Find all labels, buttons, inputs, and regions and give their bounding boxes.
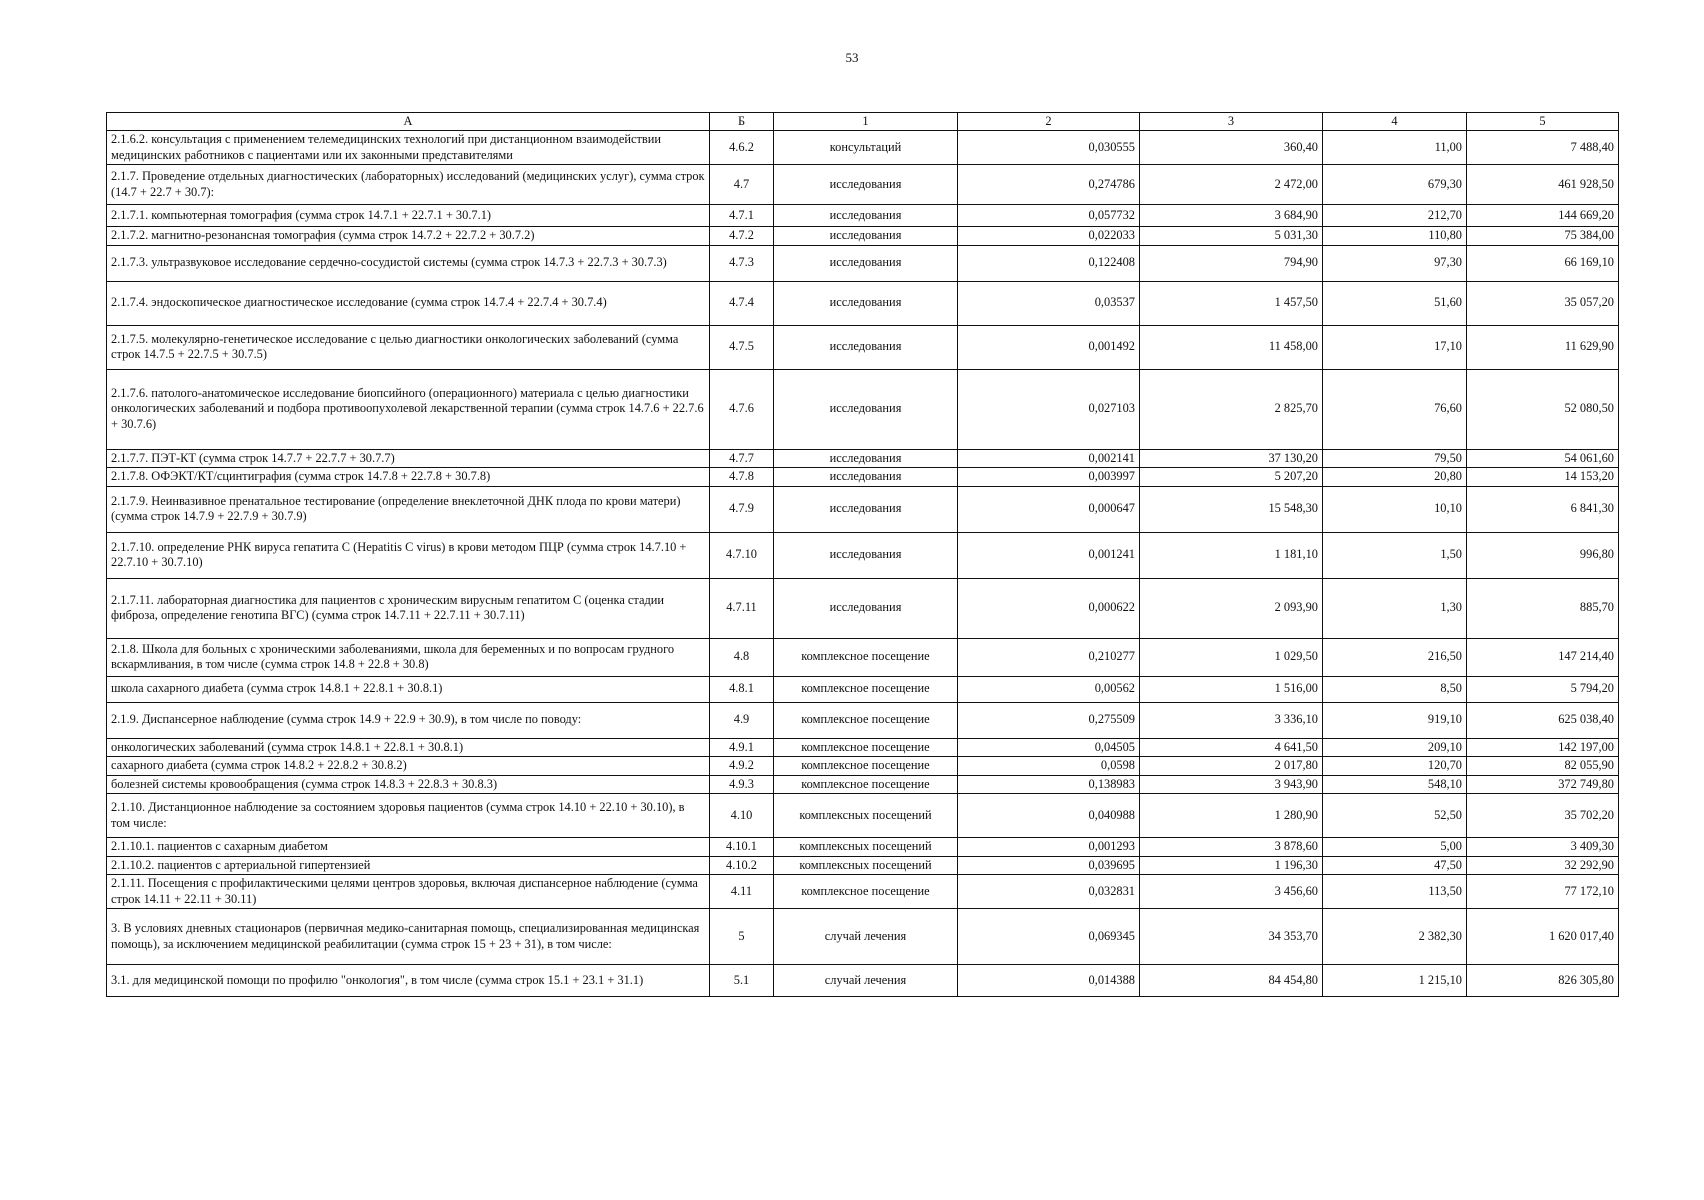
row-value-col-5: 3 409,30 <box>1467 838 1619 857</box>
table-row <box>107 909 1619 965</box>
row-name: 2.1.7.1. компьютерная томография (сумма строк 14.7.1 + 22.7.1 + 30.7.1) <box>107 205 710 227</box>
row-unit: комплексное посещение <box>774 775 958 794</box>
row-value-col-5: 35 057,20 <box>1467 281 1619 325</box>
row-code: 4.8 <box>710 638 774 676</box>
table-row <box>107 965 1619 997</box>
row-unit: комплексных посещений <box>774 838 958 857</box>
row-code: 4.7.1 <box>710 205 774 227</box>
row-unit: комплексное посещение <box>774 738 958 757</box>
row-name: 2.1.7. Проведение отдельных диагностических (лабораторных) исследований (медицинских услуг), сумма строк (14.7 + 22.7 + 30.7): <box>107 165 710 205</box>
row-value-col-3: 360,40 <box>1140 131 1323 165</box>
row-value-col-2: 0,274786 <box>958 165 1140 205</box>
row-name: 3.1. для медицинской помощи по профилю "онкология", в том числе (сумма строк 15.1 + 23.1 + 31.1) <box>107 965 710 997</box>
row-value-col-4: 8,50 <box>1323 676 1467 702</box>
row-value-col-3: 2 825,70 <box>1140 369 1323 449</box>
table-row <box>107 227 1619 246</box>
row-code: 4.8.1 <box>710 676 774 702</box>
row-value-col-2: 0,014388 <box>958 965 1140 997</box>
row-code: 4.11 <box>710 875 774 909</box>
row-code: 5.1 <box>710 965 774 997</box>
row-name: 2.1.7.11. лабораторная диагностика для пациентов с хроническим вирусным гепатитом С (оценка стадии фиброза, определение генотипа ВГС) (сумма строк 14.7.11 + 22.7.11 + 30.7.11) <box>107 578 710 638</box>
table-row <box>107 856 1619 875</box>
table-row <box>107 369 1619 449</box>
row-value-col-4: 97,30 <box>1323 245 1467 281</box>
row-unit: исследования <box>774 245 958 281</box>
row-value-col-2: 0,0598 <box>958 757 1140 776</box>
header-col-4: 4 <box>1323 113 1467 131</box>
row-value-col-2: 0,04505 <box>958 738 1140 757</box>
row-code: 4.9.3 <box>710 775 774 794</box>
table-row <box>107 468 1619 487</box>
row-value-col-3: 2 093,90 <box>1140 578 1323 638</box>
row-value-col-4: 679,30 <box>1323 165 1467 205</box>
row-value-col-4: 51,60 <box>1323 281 1467 325</box>
row-value-col-4: 10,10 <box>1323 486 1467 532</box>
header-col-5: 5 <box>1467 113 1619 131</box>
row-unit: исследования <box>774 369 958 449</box>
row-value-col-4: 1,50 <box>1323 532 1467 578</box>
row-value-col-4: 120,70 <box>1323 757 1467 776</box>
row-code: 4.7.7 <box>710 449 774 468</box>
row-value-col-2: 0,001293 <box>958 838 1140 857</box>
row-unit: комплексное посещение <box>774 875 958 909</box>
row-value-col-3: 2 472,00 <box>1140 165 1323 205</box>
row-unit: исследования <box>774 227 958 246</box>
row-value-col-5: 142 197,00 <box>1467 738 1619 757</box>
row-value-col-2: 0,138983 <box>958 775 1140 794</box>
row-name: онкологических заболеваний (сумма строк 14.8.1 + 22.8.1 + 30.8.1) <box>107 738 710 757</box>
row-code: 4.7.2 <box>710 227 774 246</box>
row-value-col-5: 66 169,10 <box>1467 245 1619 281</box>
row-value-col-2: 0,057732 <box>958 205 1140 227</box>
row-value-col-2: 0,039695 <box>958 856 1140 875</box>
row-name: 2.1.7.9. Неинвазивное пренатальное тестирование (определение внеклеточной ДНК плода по крови матери) (сумма строк 14.7.9 + 22.7.9 + 30.7.9) <box>107 486 710 532</box>
row-value-col-5: 77 172,10 <box>1467 875 1619 909</box>
row-unit: случай лечения <box>774 909 958 965</box>
row-unit: исследования <box>774 532 958 578</box>
table-row <box>107 281 1619 325</box>
header-col-2: 2 <box>958 113 1140 131</box>
table-row <box>107 676 1619 702</box>
row-value-col-4: 79,50 <box>1323 449 1467 468</box>
row-value-col-4: 1 215,10 <box>1323 965 1467 997</box>
row-value-col-2: 0,069345 <box>958 909 1140 965</box>
table-row <box>107 738 1619 757</box>
row-value-col-3: 3 336,10 <box>1140 702 1323 738</box>
row-unit: комплексное посещение <box>774 702 958 738</box>
row-value-col-3: 3 684,90 <box>1140 205 1323 227</box>
row-code: 4.9.1 <box>710 738 774 757</box>
row-value-col-4: 52,50 <box>1323 794 1467 838</box>
row-name: 2.1.10.2. пациентов с артериальной гипертензией <box>107 856 710 875</box>
row-unit: случай лечения <box>774 965 958 997</box>
row-value-col-5: 52 080,50 <box>1467 369 1619 449</box>
row-name: 2.1.7.7. ПЭТ-КТ (сумма строк 14.7.7 + 22.7.7 + 30.7.7) <box>107 449 710 468</box>
row-name: болезней системы кровообращения (сумма строк 14.8.3 + 22.8.3 + 30.8.3) <box>107 775 710 794</box>
row-value-col-3: 1 181,10 <box>1140 532 1323 578</box>
header-col-a: А <box>107 113 710 131</box>
row-code: 4.7.9 <box>710 486 774 532</box>
row-code: 4.7.4 <box>710 281 774 325</box>
header-col-b: Б <box>710 113 774 131</box>
row-value-col-5: 1 620 017,40 <box>1467 909 1619 965</box>
row-name: 2.1.10.1. пациентов с сахарным диабетом <box>107 838 710 857</box>
row-value-col-2: 0,000622 <box>958 578 1140 638</box>
row-value-col-3: 2 017,80 <box>1140 757 1323 776</box>
row-value-col-5: 6 841,30 <box>1467 486 1619 532</box>
row-value-col-2: 0,027103 <box>958 369 1140 449</box>
row-value-col-3: 4 641,50 <box>1140 738 1323 757</box>
table-row <box>107 449 1619 468</box>
row-value-col-5: 82 055,90 <box>1467 757 1619 776</box>
row-code: 4.10 <box>710 794 774 838</box>
table-row <box>107 486 1619 532</box>
row-value-col-3: 5 207,20 <box>1140 468 1323 487</box>
row-value-col-4: 20,80 <box>1323 468 1467 487</box>
row-name: 2.1.7.4. эндоскопическое диагностическое исследование (сумма строк 14.7.4 + 22.7.4 + 30.7.4) <box>107 281 710 325</box>
row-value-col-4: 113,50 <box>1323 875 1467 909</box>
row-value-col-5: 11 629,90 <box>1467 325 1619 369</box>
row-value-col-3: 3 943,90 <box>1140 775 1323 794</box>
row-unit: исследования <box>774 165 958 205</box>
row-value-col-4: 212,70 <box>1323 205 1467 227</box>
row-value-col-2: 0,022033 <box>958 227 1140 246</box>
row-unit: исследования <box>774 468 958 487</box>
row-value-col-3: 1 457,50 <box>1140 281 1323 325</box>
row-code: 4.7.5 <box>710 325 774 369</box>
row-value-col-2: 0,032831 <box>958 875 1140 909</box>
row-value-col-3: 1 280,90 <box>1140 794 1323 838</box>
row-value-col-5: 7 488,40 <box>1467 131 1619 165</box>
row-value-col-5: 885,70 <box>1467 578 1619 638</box>
row-code: 4.9 <box>710 702 774 738</box>
table-row <box>107 131 1619 165</box>
row-value-col-4: 5,00 <box>1323 838 1467 857</box>
row-value-col-5: 14 153,20 <box>1467 468 1619 487</box>
row-unit: комплексное посещение <box>774 638 958 676</box>
row-name: 3. В условиях дневных стационаров (первичная медико-санитарная помощь, специализированная медицинская помощь), за исключением медицинской реабилитации (сумма строк 15 + 23 + 31), в том числе: <box>107 909 710 965</box>
header-row <box>107 113 1619 131</box>
row-value-col-4: 216,50 <box>1323 638 1467 676</box>
row-code: 4.9.2 <box>710 757 774 776</box>
table-row <box>107 325 1619 369</box>
row-value-col-2: 0,275509 <box>958 702 1140 738</box>
row-code: 4.7.10 <box>710 532 774 578</box>
table-row <box>107 775 1619 794</box>
table-row <box>107 205 1619 227</box>
row-unit: исследования <box>774 578 958 638</box>
row-name: 2.1.6.2. консультация с применением телемедицинских технологий при дистанционном взаимодействии медицинских работников с пациентами или их законными представителями <box>107 131 710 165</box>
row-value-col-2: 0,040988 <box>958 794 1140 838</box>
row-value-col-5: 996,80 <box>1467 532 1619 578</box>
row-value-col-2: 0,00562 <box>958 676 1140 702</box>
row-value-col-4: 2 382,30 <box>1323 909 1467 965</box>
row-unit: комплексных посещений <box>774 856 958 875</box>
row-value-col-4: 548,10 <box>1323 775 1467 794</box>
row-value-col-2: 0,030555 <box>958 131 1140 165</box>
row-name: 2.1.8. Школа для больных с хроническими заболеваниями, школа для беременных и по вопросам грудного вскармливания, в том числе (сумма строк 14.8 + 22.8 + 30.8) <box>107 638 710 676</box>
row-code: 4.7.6 <box>710 369 774 449</box>
row-value-col-4: 17,10 <box>1323 325 1467 369</box>
row-value-col-3: 1 516,00 <box>1140 676 1323 702</box>
row-value-col-5: 35 702,20 <box>1467 794 1619 838</box>
row-unit: исследования <box>774 205 958 227</box>
page-number: 53 <box>845 50 859 65</box>
row-value-col-4: 76,60 <box>1323 369 1467 449</box>
row-value-col-3: 34 353,70 <box>1140 909 1323 965</box>
row-value-col-5: 5 794,20 <box>1467 676 1619 702</box>
row-value-col-3: 1 029,50 <box>1140 638 1323 676</box>
row-value-col-4: 11,00 <box>1323 131 1467 165</box>
header-col-3: 3 <box>1140 113 1323 131</box>
row-unit: комплексное посещение <box>774 757 958 776</box>
row-code: 4.10.1 <box>710 838 774 857</box>
row-value-col-5: 826 305,80 <box>1467 965 1619 997</box>
row-unit: исследования <box>774 281 958 325</box>
row-value-col-3: 11 458,00 <box>1140 325 1323 369</box>
table-row <box>107 532 1619 578</box>
row-code: 4.10.2 <box>710 856 774 875</box>
row-name: 2.1.7.8. ОФЭКТ/КТ/сцинтиграфия (сумма строк 14.7.8 + 22.7.8 + 30.7.8) <box>107 468 710 487</box>
row-code: 4.7.11 <box>710 578 774 638</box>
row-unit: комплексное посещение <box>774 676 958 702</box>
row-name: 2.1.9. Диспансерное наблюдение (сумма строк 14.9 + 22.9 + 30.9), в том числе по поводу: <box>107 702 710 738</box>
table-row <box>107 702 1619 738</box>
row-value-col-3: 794,90 <box>1140 245 1323 281</box>
table-row <box>107 638 1619 676</box>
row-value-col-4: 209,10 <box>1323 738 1467 757</box>
row-value-col-3: 1 196,30 <box>1140 856 1323 875</box>
row-name: 2.1.7.2. магнитно-резонансная томография (сумма строк 14.7.2 + 22.7.2 + 30.7.2) <box>107 227 710 246</box>
row-name: 2.1.7.6. патолого-анатомическое исследование биопсийного (операционного) материала с целью диагностики онкологических заболеваний и подбора противоопухолевой лекарственной терапии (сумма строк 14.7.6 + 22.7.6 + 30.7.6) <box>107 369 710 449</box>
row-code: 4.6.2 <box>710 131 774 165</box>
table-body <box>107 131 1619 997</box>
row-name: 2.1.7.3. ультразвуковое исследование сердечно-сосудистой системы (сумма строк 14.7.3 + 22.7.3 + 30.7.3) <box>107 245 710 281</box>
row-value-col-4: 110,80 <box>1323 227 1467 246</box>
row-value-col-2: 0,002141 <box>958 449 1140 468</box>
table-row <box>107 794 1619 838</box>
row-code: 5 <box>710 909 774 965</box>
row-value-col-5: 75 384,00 <box>1467 227 1619 246</box>
table-row <box>107 838 1619 857</box>
row-value-col-3: 5 031,30 <box>1140 227 1323 246</box>
row-value-col-5: 147 214,40 <box>1467 638 1619 676</box>
row-value-col-5: 144 669,20 <box>1467 205 1619 227</box>
table-row <box>107 757 1619 776</box>
row-code: 4.7.3 <box>710 245 774 281</box>
row-value-col-2: 0,210277 <box>958 638 1140 676</box>
row-value-col-5: 625 038,40 <box>1467 702 1619 738</box>
row-code: 4.7.8 <box>710 468 774 487</box>
row-value-col-4: 1,30 <box>1323 578 1467 638</box>
row-value-col-4: 47,50 <box>1323 856 1467 875</box>
row-name: 2.1.10. Дистанционное наблюдение за состоянием здоровья пациентов (сумма строк 14.10 + 22.10 + 30.10), в том числе: <box>107 794 710 838</box>
row-unit: исследования <box>774 449 958 468</box>
table-row <box>107 245 1619 281</box>
row-code: 4.7 <box>710 165 774 205</box>
row-value-col-3: 84 454,80 <box>1140 965 1323 997</box>
row-value-col-3: 37 130,20 <box>1140 449 1323 468</box>
row-value-col-3: 3 456,60 <box>1140 875 1323 909</box>
row-name: 2.1.7.5. молекулярно-генетическое исследование с целью диагностики онкологических заболеваний (сумма строк 14.7.5 + 22.7.5 + 30.7.5) <box>107 325 710 369</box>
row-name: 2.1.7.10. определение РНК вируса гепатита С (Hepatitis C virus) в крови методом ПЦР (сумма строк 14.7.10 + 22.7.10 + 30.7.10) <box>107 532 710 578</box>
row-value-col-5: 461 928,50 <box>1467 165 1619 205</box>
header-col-1: 1 <box>774 113 958 131</box>
row-name: сахарного диабета (сумма строк 14.8.2 + 22.8.2 + 30.8.2) <box>107 757 710 776</box>
row-unit: консультаций <box>774 131 958 165</box>
table-row <box>107 165 1619 205</box>
row-value-col-4: 919,10 <box>1323 702 1467 738</box>
row-name: 2.1.11. Посещения с профилактическими целями центров здоровья, включая диспансерное наблюдение (сумма строк 14.11 + 22.11 + 30.11) <box>107 875 710 909</box>
row-value-col-3: 15 548,30 <box>1140 486 1323 532</box>
row-unit: исследования <box>774 486 958 532</box>
row-unit: комплексных посещений <box>774 794 958 838</box>
row-value-col-5: 54 061,60 <box>1467 449 1619 468</box>
row-value-col-5: 372 749,80 <box>1467 775 1619 794</box>
row-name: школа сахарного диабета (сумма строк 14.8.1 + 22.8.1 + 30.8.1) <box>107 676 710 702</box>
row-value-col-2: 0,003997 <box>958 468 1140 487</box>
row-value-col-2: 0,001492 <box>958 325 1140 369</box>
table-row <box>107 578 1619 638</box>
tariff-table <box>106 112 1619 997</box>
row-value-col-2: 0,001241 <box>958 532 1140 578</box>
row-value-col-2: 0,03537 <box>958 281 1140 325</box>
row-unit: исследования <box>774 325 958 369</box>
row-value-col-3: 3 878,60 <box>1140 838 1323 857</box>
row-value-col-5: 32 292,90 <box>1467 856 1619 875</box>
row-value-col-2: 0,122408 <box>958 245 1140 281</box>
table-row <box>107 875 1619 909</box>
row-value-col-2: 0,000647 <box>958 486 1140 532</box>
